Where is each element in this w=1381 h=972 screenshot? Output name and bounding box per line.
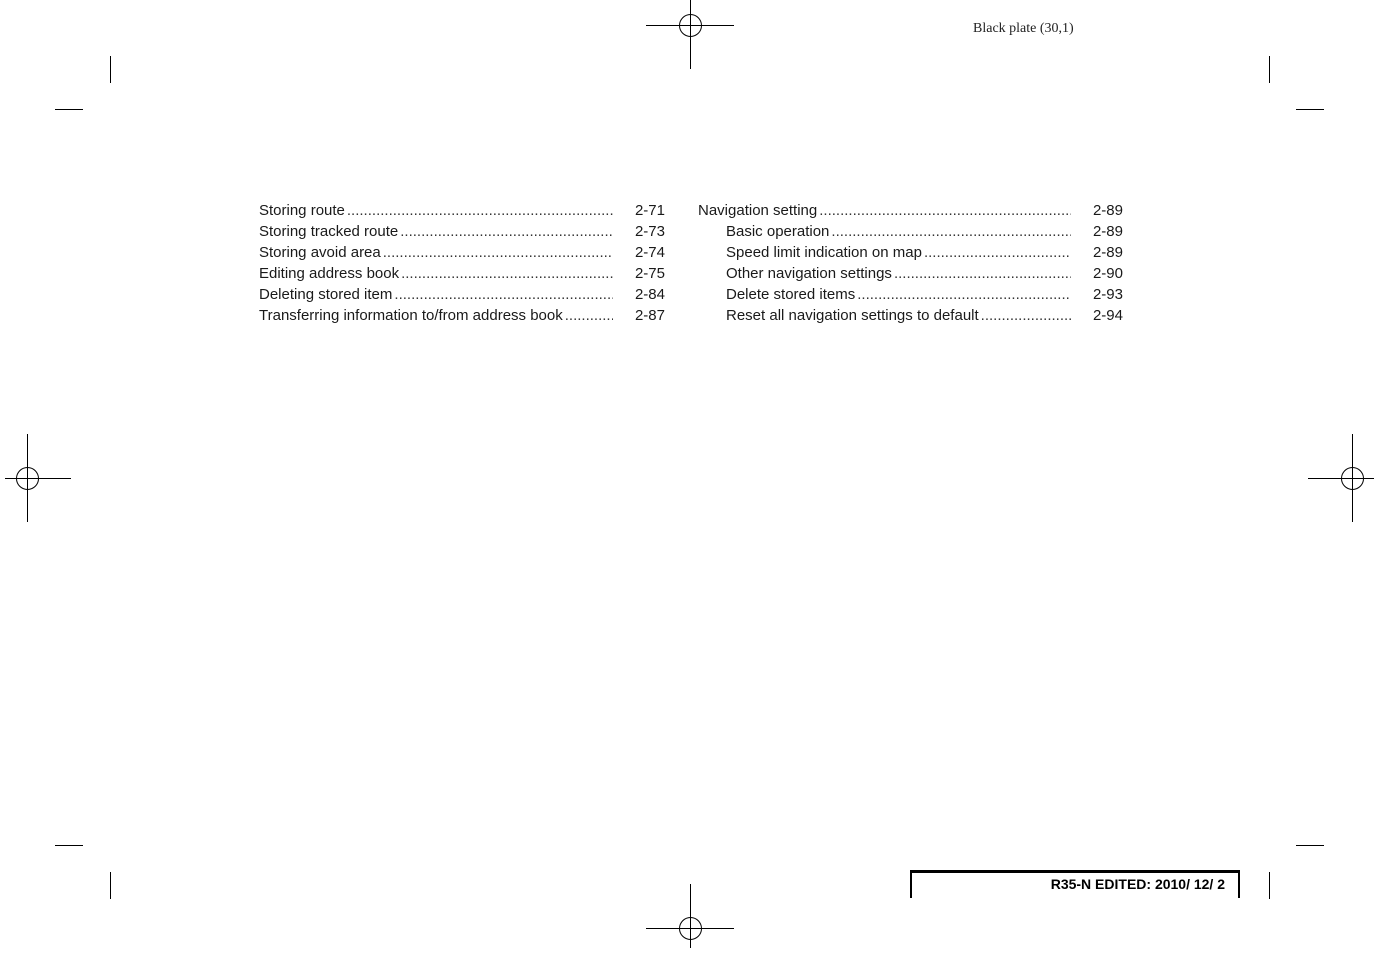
registration-mark-bottom: [646, 884, 734, 972]
toc-subentry: [698, 284, 1123, 305]
toc-entry-label: Basic operation: [726, 223, 830, 240]
toc-entry-page: 2-84: [634, 286, 665, 303]
dot-leader: [394, 284, 613, 305]
toc-entry-page: 2-89: [1092, 202, 1123, 219]
toc-entry: [259, 200, 665, 221]
dot-leader: [831, 221, 1071, 242]
toc-entry-page: 2-94: [1092, 307, 1123, 324]
toc-entry-label: Transferring information to/from address book: [259, 307, 563, 324]
toc-entry: [259, 242, 665, 263]
crop-mark-top-right-horizontal: [1296, 109, 1324, 110]
toc-entry: [259, 221, 665, 242]
toc-column-left: [259, 200, 665, 326]
toc-entry-page: 2-74: [634, 244, 665, 261]
toc-entry-page: 2-89: [1092, 223, 1123, 240]
toc-entry-page: 2-71: [634, 202, 665, 219]
dot-leader: [894, 263, 1071, 284]
toc-entry-label: Editing address book: [259, 265, 400, 282]
crop-mark-top-left-horizontal: [55, 109, 83, 110]
toc-entry-page: 2-87: [634, 307, 665, 324]
edited-stamp-text: R35-N EDITED: 2010/ 12/ 2: [1050, 876, 1225, 892]
registration-mark-left: [0, 434, 71, 522]
crop-mark-bottom-left-horizontal: [55, 845, 83, 846]
dot-leader: [819, 200, 1071, 221]
toc-subentry: [698, 221, 1123, 242]
crop-mark-top-left-vertical: [110, 56, 111, 83]
toc-entry: [259, 284, 665, 305]
toc-entry: [259, 305, 665, 326]
toc-entry-label: Navigation setting: [698, 202, 818, 219]
dot-leader: [383, 242, 613, 263]
toc-entry-page: 2-93: [1092, 286, 1123, 303]
crop-mark-bottom-left-vertical: [110, 872, 111, 899]
toc-entry-label: Delete stored items: [726, 286, 856, 303]
plate-label: Black plate (30,1): [973, 21, 1074, 36]
toc-entry: [259, 263, 665, 284]
toc-entry-page: 2-89: [1092, 244, 1123, 261]
dot-leader: [347, 200, 613, 221]
toc-entry-label: Storing avoid area: [259, 244, 381, 261]
dot-leader: [565, 305, 613, 326]
dot-leader: [401, 263, 613, 284]
dot-leader: [400, 221, 613, 242]
toc-subentry: [698, 305, 1123, 326]
crop-mark-top-right-vertical: [1269, 56, 1270, 83]
dot-leader: [924, 242, 1071, 263]
registration-mark-right: [1308, 434, 1381, 522]
registration-mark-top: [646, 0, 734, 69]
crop-mark-bottom-right-horizontal: [1296, 845, 1324, 846]
toc-subentry: [698, 242, 1123, 263]
toc-entry-page: 2-73: [634, 223, 665, 240]
toc-subentry: [698, 263, 1123, 284]
crop-mark-bottom-right-vertical: [1269, 872, 1270, 899]
toc-entry-label: Reset all navigation settings to default: [726, 307, 979, 324]
toc-entry-label: Storing route: [259, 202, 345, 219]
toc-entry-label: Other navigation settings: [726, 265, 892, 282]
toc-entry-label: Storing tracked route: [259, 223, 399, 240]
dot-leader: [981, 305, 1071, 326]
toc-entry-label: Speed limit indication on map: [726, 244, 922, 261]
toc-entry: [698, 200, 1123, 221]
toc-entry-page: 2-90: [1092, 265, 1123, 282]
dot-leader: [857, 284, 1071, 305]
edited-stamp: [910, 870, 1240, 898]
toc-entry-page: 2-75: [634, 265, 665, 282]
toc-column-right: [698, 200, 1123, 326]
toc-entry-label: Deleting stored item: [259, 286, 393, 303]
